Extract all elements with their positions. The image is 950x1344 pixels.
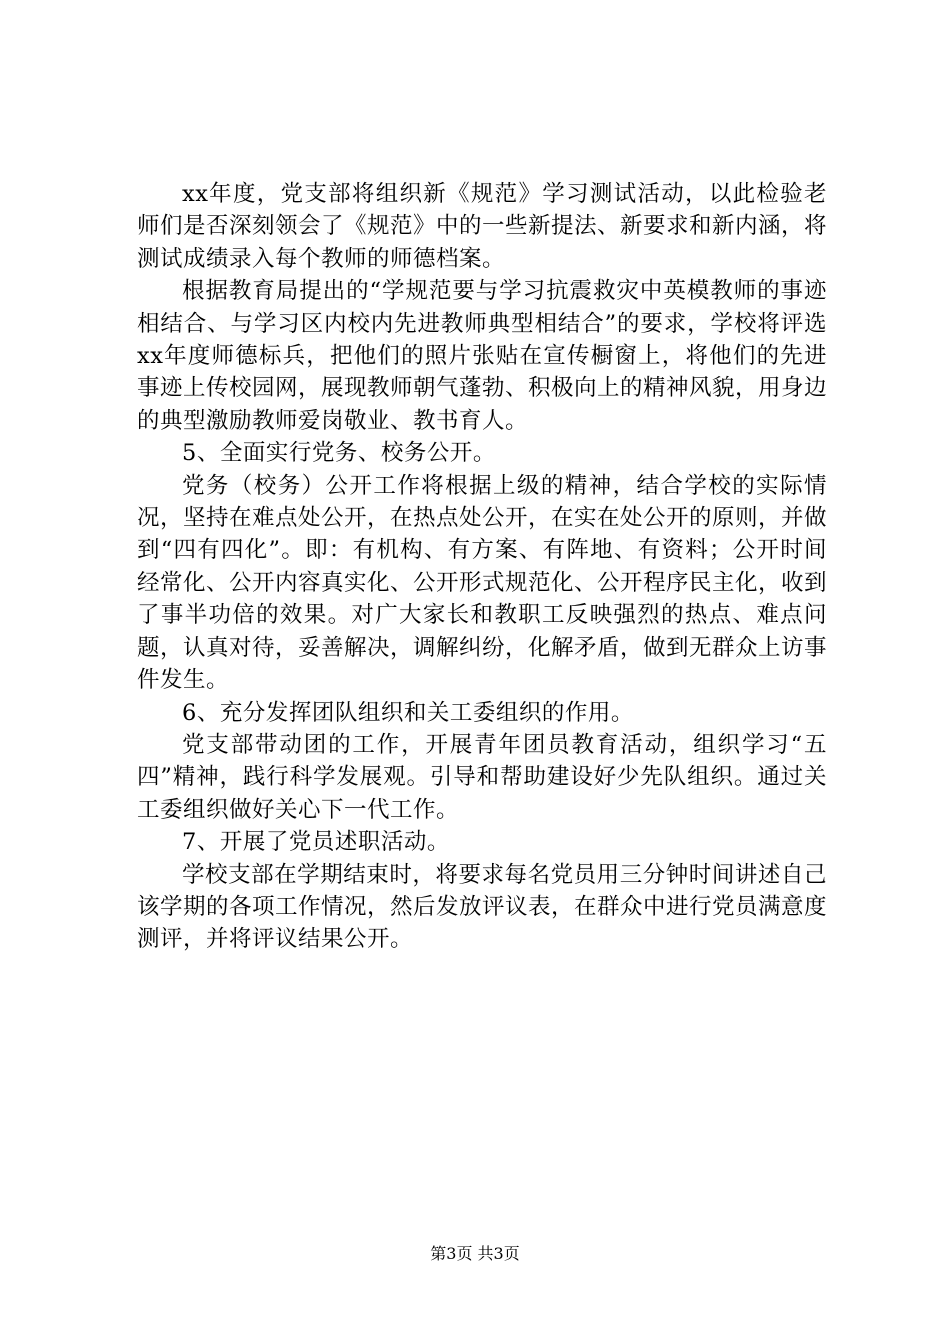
paragraph-2: 根据教育局提出的“学规范要与学习抗震救灾中英模教师的事迹相结合、与学习区内校内先进教师典型相结合”的要求，学校将评选xx年度师德标兵，把他们的照片张贴在宣传橱窗上，将他们的先进事迹上传校园网，展现教师朝气蓬勃、积极向上的精神风貌，用身边的典型激励教师爱岗敬业、教书育人。 [137, 278, 828, 434]
paragraph-5: 学校支部在学期结束时，将要求每名党员用三分钟时间讲述自己该学期的各项工作情况，然后发放评议表，在群众中进行党员满意度测评，并将评议结果公开。 [137, 861, 828, 953]
page-footer [0, 1244, 950, 1264]
section-heading-7: 7、开展了党员述职活动。 [182, 829, 450, 856]
section-heading-5: 5、全面实行党务、校务公开。 [182, 440, 496, 467]
page-number: 第3页 共3页 [430, 1244, 520, 1263]
section-heading-6: 6、充分发挥团队组织和关工委组织的作用。 [182, 699, 634, 726]
document-body [137, 178, 827, 956]
paragraph-4: 党支部带动团的工作，开展青年团员教育活动，组织学习“五四”精神，践行科学发展观。引导和帮助建设好少先队组织。通过关工委组织做好关心下一代工作。 [137, 731, 827, 823]
paragraph-1: xx年度，党支部将组织新《规范》学习测试活动，以此检验老师们是否深刻领会了《规范》中的一些新提法、新要求和新内涵，将测试成绩录入每个教师的师德档案。 [137, 181, 828, 272]
paragraph-3: 党务（校务）公开工作将根据上级的精神，结合学校的实际情况，坚持在难点处公开，在热点处公开，在实在处公开的原则，并做到“四有四化”。即：有机构、有方案、有阵地、有资料；公开时间经常化、公开内容真实化、公开形式规范化、公开程序民主化，收到了事半功倍的效果。对广大家长和教职工反映强烈的热点、难点问题，认真对待，妥善解决，调解纠纷，化解矛盾，做到无群众上访事件发生。 [137, 472, 828, 694]
